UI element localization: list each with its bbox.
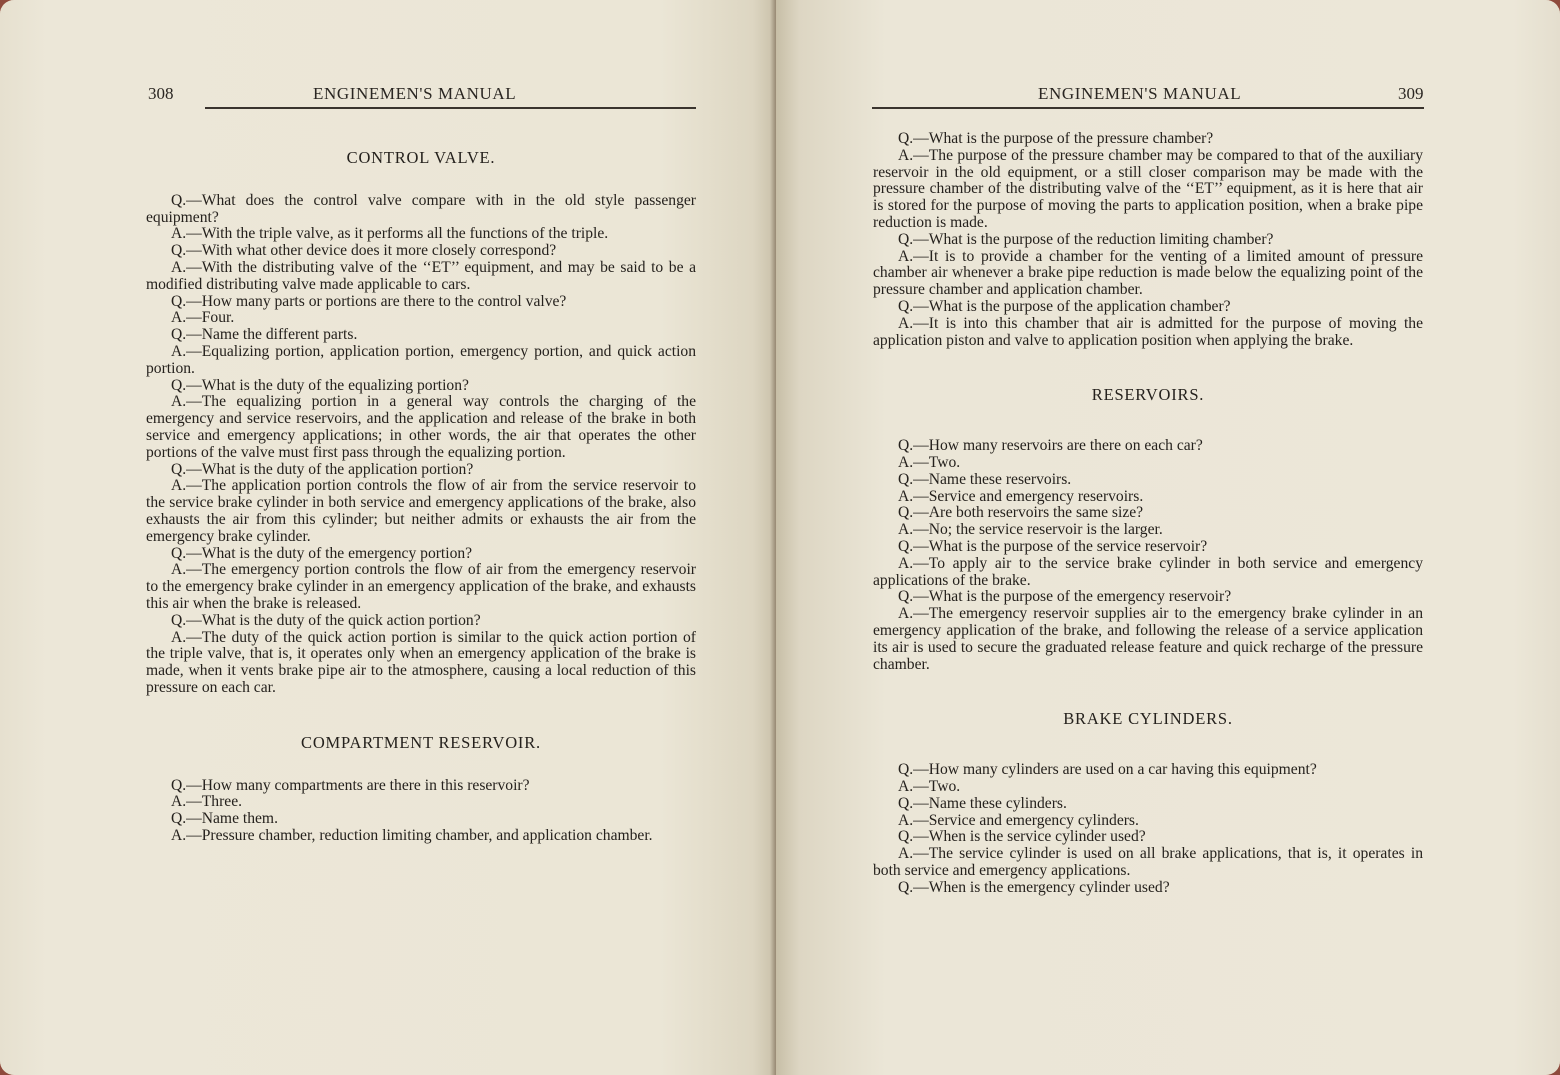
- section-title-compartment-reservoir: COMPARTMENT RESERVOIR.: [301, 732, 541, 752]
- qa-paragraph: Q.—Name these reservoirs.: [898, 470, 1072, 488]
- qa-paragraph: A.—Equalizing portion, application portion, emergency portion, and quick action portion.: [146, 342, 696, 377]
- section-title-reservoirs: RESERVOIRS.: [1091, 385, 1205, 405]
- right-page-number: 309: [1398, 84, 1424, 103]
- qa-paragraph: A.—The service cylinder is used on all brake applications, that is, it operates in both service and emergency applications.: [873, 845, 1423, 879]
- qa-paragraph: A.—The equalizing portion in a general way controls the charging of the emergency and service reservoirs, and the application and release of the brake in both service and emergency applications; in other words, the air that operates the other portions of the valve must first pass through the equalizing portion.: [146, 393, 696, 461]
- qa-paragraph: Q.—What is the purpose of the reduction limiting chamber?: [898, 230, 1274, 248]
- section-title-brake-cylinders: BRAKE CYLINDERS.: [1063, 709, 1233, 729]
- qa-paragraph: A.—It is to provide a chamber for the venting of a limited amount of pressure chamber air whenever a brake pipe reduction is made below the equalizing point of the pressure chamber and application chamber.: [873, 247, 1423, 299]
- qa-paragraph: A.—To apply air to the service brake cylinder in both service and emergency applications of the brake.: [873, 554, 1423, 589]
- left-page-number: 308: [148, 84, 174, 103]
- qa-paragraph: Q.—What is the purpose of the application chamber?: [898, 297, 1231, 315]
- left-head-rule: [205, 107, 696, 109]
- qa-paragraph: Q.—Name them.: [171, 810, 278, 828]
- qa-paragraph: Q.—Name these cylinders.: [898, 794, 1067, 812]
- qa-paragraph: A.—With the triple valve, as it performs all the functions of the triple.: [171, 225, 609, 243]
- qa-paragraph: A.—With the distributing valve of the ‘‘ET’’ equipment, and may be said to be a modified distributing valve made applicable to cars.: [146, 258, 696, 293]
- right-page: [776, 0, 1560, 1075]
- section-title-control-valve: CONTROL VALVE.: [346, 148, 496, 167]
- right-text-block: [873, 131, 1423, 896]
- qa-paragraph: Q.—What is the duty of the quick action portion?: [171, 611, 481, 629]
- right-running-head: ENGINEMEN'S MANUAL: [1038, 84, 1242, 103]
- qa-paragraph: Q.—What does the control valve compare with in the old style passenger equipment?: [146, 191, 696, 226]
- qa-paragraph: Q.—With what other device does it more closely correspond?: [171, 242, 557, 260]
- qa-paragraph: Q.—Are both reservoirs the same size?: [898, 504, 1144, 522]
- left-text-block: [146, 150, 696, 845]
- qa-paragraph: A.—The emergency portion controls the flow of air from the emergency reservoir to the emergency brake cylinder in an emergency application of the brake, and exhausts this air when the brake is released.: [146, 561, 696, 612]
- qa-paragraph: Q.—Name the different parts.: [171, 326, 358, 344]
- qa-paragraph: Q.—What is the purpose of the emergency reservoir?: [898, 588, 1232, 606]
- left-page: [0, 0, 776, 1075]
- qa-paragraph: A.—The duty of the quick action portion is similar to the quick action portion of the triple valve, that is, it operates only when an emergency application of the brake is made, when it vents brake pipe air to the atmosphere, causing a local reduction of this pressure on each car.: [146, 628, 696, 696]
- qa-paragraph: Q.—When is the service cylinder used?: [898, 828, 1146, 846]
- qa-paragraph: A.—Two.: [898, 777, 961, 795]
- qa-paragraph: A.—No; the service reservoir is the larger.: [898, 521, 1163, 539]
- qa-paragraph: Q.—How many parts or portions are there to the control valve?: [171, 292, 567, 310]
- qa-paragraph: A.—The emergency reservoir supplies air to the emergency brake cylinder in an emergency application of the brake, and following the release of a service application its air is used to secure the graduated release feature and quick recharge of the pressure chamber.: [873, 605, 1423, 673]
- qa-paragraph: Q.—How many reservoirs are there on each car?: [898, 437, 1203, 455]
- qa-paragraph: A.—Three.: [171, 793, 243, 811]
- qa-paragraph: Q.—How many compartments are there in this reservoir?: [171, 776, 530, 794]
- qa-paragraph: Q.—When is the emergency cylinder used?: [898, 878, 1170, 896]
- qa-paragraph: A.—Service and emergency cylinders.: [898, 811, 1139, 829]
- qa-paragraph: A.—It is into this chamber that air is admitted for the purpose of moving the application piston and valve to application position when applying the brake.: [873, 314, 1423, 349]
- qa-paragraph: A.—Two.: [898, 453, 961, 471]
- qa-paragraph: A.—The purpose of the pressure chamber may be compared to that of the auxiliary reservoir in the old equipment, or a still closer comparison may be made with the pressure chamber of the distributing valve of the ‘‘ET’’ equipment, as it is here that air is stored for the purpose of moving the parts to application position, when a brake pipe reduction is made.: [873, 146, 1423, 231]
- qa-paragraph: Q.—What is the duty of the equalizing portion?: [171, 376, 469, 394]
- qa-paragraph: A.—The application portion controls the flow of air from the service reservoir to the service brake cylinder in both service and emergency applications of the brake, also exhausts the air from this cylinder; but neither admits or exhausts the air from the emergency brake cylinder.: [146, 477, 696, 545]
- left-running-head: ENGINEMEN'S MANUAL: [313, 84, 517, 103]
- qa-paragraph: Q.—How many cylinders are used on a car having this equipment?: [898, 761, 1317, 779]
- qa-paragraph: Q.—What is the duty of the emergency portion?: [171, 544, 473, 562]
- qa-paragraph: A.—Pressure chamber, reduction limiting chamber, and application chamber.: [171, 826, 653, 844]
- qa-paragraph: A.—Four.: [171, 309, 235, 327]
- qa-paragraph: Q.—What is the purpose of the pressure chamber?: [898, 130, 1214, 147]
- qa-paragraph: Q.—What is the purpose of the service reservoir?: [898, 537, 1208, 555]
- right-head-rule: [872, 107, 1424, 109]
- qa-paragraph: A.—Service and emergency reservoirs.: [898, 487, 1144, 505]
- qa-paragraph: Q.—What is the duty of the application portion?: [171, 460, 474, 478]
